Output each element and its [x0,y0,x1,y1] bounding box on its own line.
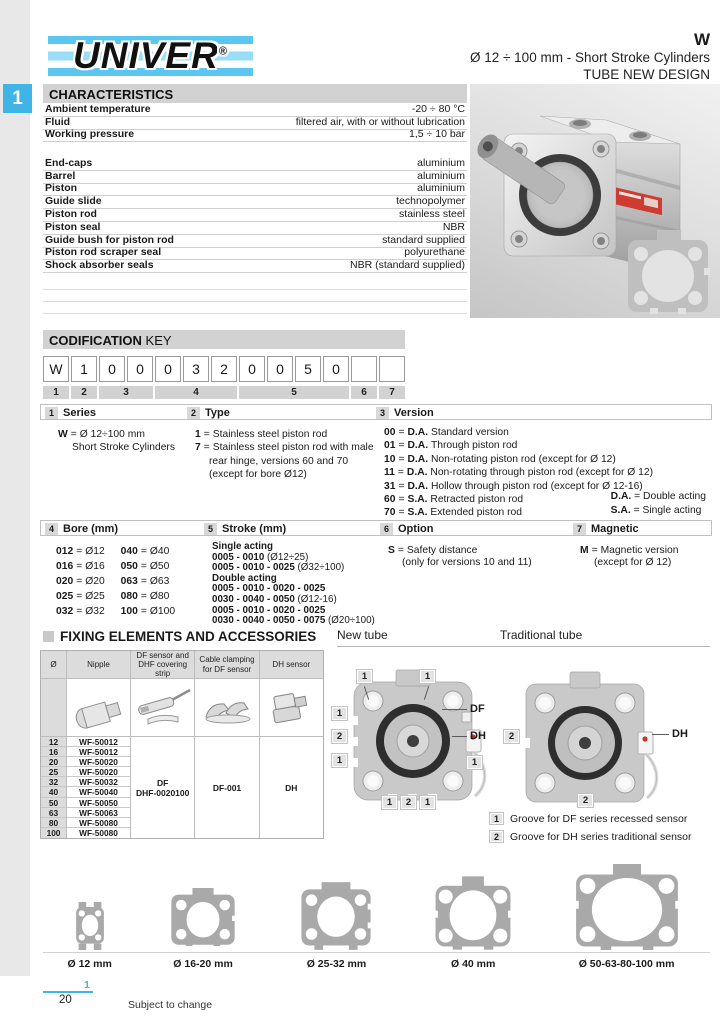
callout-line [452,736,467,737]
col-dh-sensor [260,651,323,838]
nipple-cell: WF-50012 [67,737,130,747]
diameter-cell: 50 [41,798,66,808]
codification-position-labels [43,386,405,399]
bore-item: 032 = Ø32 [56,606,105,617]
pos-label: 7 [379,386,405,399]
bore-item: 100 = Ø100 [120,606,176,617]
char-value: stainless steel [399,207,465,220]
diameter-cell: 32 [41,777,66,787]
type-item: 1 = Stainless steel piston rod [195,429,328,440]
cylinder-photo-illustration [470,84,720,318]
nipple-cell: WF-50080 [79,827,118,838]
profile-label: Ø 12 mm [67,958,112,970]
bore-item: 016 = Ø16 [56,561,105,572]
version-item: 31 = D.A. Hollow through piston rod (except for Ø 12-16) [384,480,643,492]
dh-sensor-icon [260,679,323,737]
stroke-line: Double acting [212,572,277,584]
left-rail [0,0,30,976]
char-label: Ambient temperature [45,102,151,115]
char-label: Barrel [45,169,76,182]
nipple-cell: WF-50080 [67,818,130,828]
diameter-cell: 25 [41,767,66,777]
page-subtitle: Ø 12 ÷ 100 mm - Short Stroke Cylinders [470,50,710,66]
pos-label: 3 [99,386,153,399]
fixing-title: FIXING ELEMENTS AND ACCESSORIES [43,629,316,644]
characteristics-row [43,171,467,184]
code-box: 3 [183,356,209,382]
codification-header: CODIFICATION KEY [43,330,405,349]
legend-row: 2 Groove for DH series traditional sensor [489,830,692,843]
version-item: 10 = D.A. Non-rotating piston rod (except for Ø 12) [384,453,616,465]
key-section-2 [40,520,712,626]
callout-2: 2 [577,793,594,808]
callout-1: 1 [331,753,348,768]
stroke-line: 0030 - 0040 - 0050 - 0075 (Ø20÷100) [212,615,375,627]
col-df-sensor [131,651,195,838]
profile-labels [43,958,710,970]
nipple-cell: WF-50040 [67,787,130,797]
code-box: 1 [71,356,97,382]
profile-label: Ø 25-32 mm [306,958,367,970]
version-item: 60 = S.A. Retracted piston rod [384,494,524,506]
char-label: Working pressure [45,128,135,141]
tube-profile-50-100-icon [543,864,710,950]
nipple-icon [67,679,130,737]
registered-mark: ® [218,45,228,58]
char-value: aluminium [417,156,465,169]
bore-content [56,544,175,619]
bore-item: 025 = Ø25 [56,591,105,602]
code-box: 0 [99,356,125,382]
series-header: 1 Series [45,406,96,419]
char-label: Guide slide [45,195,102,208]
acting-note: S.A. = Single acting [610,504,702,516]
option-header: 6 Option [380,522,433,535]
callout-1: 1 [419,669,436,684]
char-value: NBR [442,220,465,233]
char-label: Fluid [45,115,71,128]
code-box-empty [379,356,405,382]
bore-item: 040 = Ø40 [120,546,170,557]
callout-1: 1 [381,795,398,810]
footer-note: Subject to change [128,999,213,1011]
col-header-clamp: Cable clamping for DF sensor [195,651,258,679]
char-label: Guide bush for piston rod [45,233,174,246]
version-item: 70 = S.A. Extended piston rod [384,507,522,519]
nipple-cell: WF-50020 [67,767,130,777]
type-header: 2 Type [187,406,230,419]
key-section-2-header [40,520,712,536]
stroke-line: 0030 - 0040 - 0050 (Ø12-16) [212,593,337,605]
dh-label-traditional: DH [672,728,688,740]
diameter-cell: 12 [41,737,66,747]
characteristics-row [43,260,467,273]
char-label: Piston seal [45,220,101,233]
tube-profile-16-20-icon [136,888,269,950]
characteristics-table-1 [43,104,467,142]
nipple-cell: WF-50050 [67,798,130,808]
diagram-divider [337,646,710,647]
section-bullet-icon [43,631,54,642]
dh-label: DH [470,730,486,742]
traditional-tube-title: Traditional tube [500,628,583,642]
tube-profile-outline-icon [628,230,710,314]
callout-line [442,709,467,710]
char-value: aluminium [417,182,465,195]
char-value: filtered air, with or without lubrication [295,115,465,128]
characteristics-row [43,158,467,171]
option-content: S = Safety distance (only for versions 10 and 11) [388,545,532,569]
char-value: -20 ÷ 80 °C [411,102,465,115]
version-item: 11 = D.A. Non-rotating through piston rod (except for Ø 12) [384,467,654,479]
callout-1: 1 [331,706,348,721]
bore-header: 4 Bore (mm) [45,522,118,535]
code-box: W [43,356,69,382]
tube-profile-40-icon [403,876,543,950]
char-label: Shock absorber seals [45,259,154,272]
diameter-cell: 100 [46,827,61,838]
characteristics-header: CHARACTERISTICS [43,84,467,103]
key-section-1 [40,404,712,520]
code-box-empty [351,356,377,382]
col-diameter [41,651,67,838]
univer-logo [48,30,253,82]
profile-label: Ø 50-63-80-100 mm [578,958,675,970]
bore-item: 020 = Ø20 [56,576,105,587]
series-code: W [693,30,710,49]
code-box: 0 [323,356,349,382]
char-label: Piston rod [45,207,97,220]
pos-label: 5 [239,386,349,399]
nipple-cell: WF-50032 [67,777,130,787]
col-header-diameter: Ø [41,651,66,679]
characteristics-table-2 [43,158,467,273]
clamp-merged-cell: DF-001 [212,782,242,793]
profile-label: Ø 40 mm [451,958,496,970]
bore-item: 080 = Ø80 [120,591,170,602]
code-box: 0 [155,356,181,382]
groove-legend [489,812,692,848]
diameter-cell: 40 [41,787,66,797]
acting-note: D.A. = Double acting [610,491,706,502]
nipple-cell: WF-50063 [67,808,130,818]
new-tube-title: New tube [337,628,388,642]
code-box: 2 [211,356,237,382]
stroke-line: 0005 - 0010 - 0020 - 0025 [212,583,326,595]
empty-rows [43,278,467,314]
stroke-header: 5 Stroke (mm) [204,522,286,535]
char-label: End-caps [45,156,93,169]
char-value: 1,5 ÷ 10 bar [409,128,465,141]
type-item: 7 = Stainless steel piston rod with male rear hinge, versions 60 and 70 (except for bore Ø12) [195,442,374,481]
profiles-divider [43,952,710,953]
acting-notes [611,490,706,517]
col-header-nipple: Nipple [67,651,130,679]
df-label: DF [470,703,485,715]
pos-label: 2 [71,386,97,399]
df-merged-cell: DF DHF-0020100 [135,777,190,798]
stroke-line: 0005 - 0010 (Ø12÷25) [212,551,309,563]
bore-item: 012 = Ø12 [56,546,105,557]
callout-1: 1 [419,795,436,810]
code-box: 0 [267,356,293,382]
char-value: polyurethane [404,246,465,259]
stroke-line: 0005 - 0010 - 0020 - 0025 [212,604,326,616]
codification-code-boxes [43,356,405,382]
pos-label: 6 [351,386,377,399]
page-number [43,979,93,1007]
magnetic-header: 7 Magnetic [573,522,639,535]
callout-2: 2 [331,729,348,744]
col-nipple [67,651,131,838]
nipple-cell: WF-50012 [67,747,130,757]
col-header-df: DF sensor and DHF covering strip [131,651,194,679]
chapter-number: 1 [43,979,93,993]
nipple-cell: WF-50020 [67,757,130,767]
product-photo [470,84,720,318]
stroke-line: 0005 - 0010 - 0025 (Ø32÷100) [212,562,345,574]
tube-profiles [43,862,710,950]
version-item: 01 = D.A. Through piston rod [384,440,518,452]
callout-1: 1 [466,755,483,770]
version-header: 3 Version [376,406,434,419]
page-title-block [470,29,710,84]
char-value: technopolymer [396,195,465,208]
key-section-1-header [40,404,712,420]
diameter-cell: 63 [41,808,66,818]
code-box: 5 [295,356,321,382]
callout-1: 1 [356,669,373,684]
cable-clamp-icon [195,679,258,737]
char-label: Piston [45,182,78,195]
pos-label: 1 [43,386,69,399]
pos-label: 4 [155,386,237,399]
chapter-tab: 1 [3,84,32,113]
profile-label: Ø 16-20 mm [173,958,233,970]
callout-line [652,734,669,735]
bore-item: 063 = Ø63 [120,576,170,587]
diameter-cell: 20 [41,757,66,767]
char-label: Piston rod scraper seal [45,246,162,259]
version-item: 00 = D.A. Standard version [384,427,509,438]
tube-profile-12-icon [43,902,136,950]
callout-2: 2 [400,795,417,810]
tube-profile-25-32-icon [270,882,403,950]
characteristics-row [43,130,467,143]
magnetic-content: M = Magnetic version (except for Ø 12) [580,545,679,569]
char-value: aluminium [417,169,465,182]
page-subtitle-2: TUBE NEW DESIGN [583,67,710,83]
legend-row: 1 Groove for DF series recessed sensor [489,812,692,825]
code-box: 0 [239,356,265,382]
col-header-dh: DH sensor [260,651,323,679]
univer-logo-text: UNIVER® [73,35,228,76]
char-value: standard supplied [382,233,465,246]
df-sensor-icon [131,679,194,737]
fixing-table [40,650,324,839]
code-box: 0 [127,356,153,382]
series-content: W = Ø 12÷100 mm Short Stroke Cylinders [58,429,176,454]
callout-2: 2 [503,729,520,744]
col-cable-clamp [195,651,259,838]
diameter-cell: 16 [41,747,66,757]
stroke-line: Single acting [212,541,273,552]
char-value: NBR (standard supplied) [350,259,465,272]
bore-item: 050 = Ø50 [120,561,170,572]
diameter-cell: 80 [41,818,66,828]
stroke-content [212,542,375,627]
type-content [195,428,383,482]
page-number-value: 20 [59,994,72,1006]
dh-merged-cell: DH [285,782,298,793]
characteristics-row [43,209,467,222]
